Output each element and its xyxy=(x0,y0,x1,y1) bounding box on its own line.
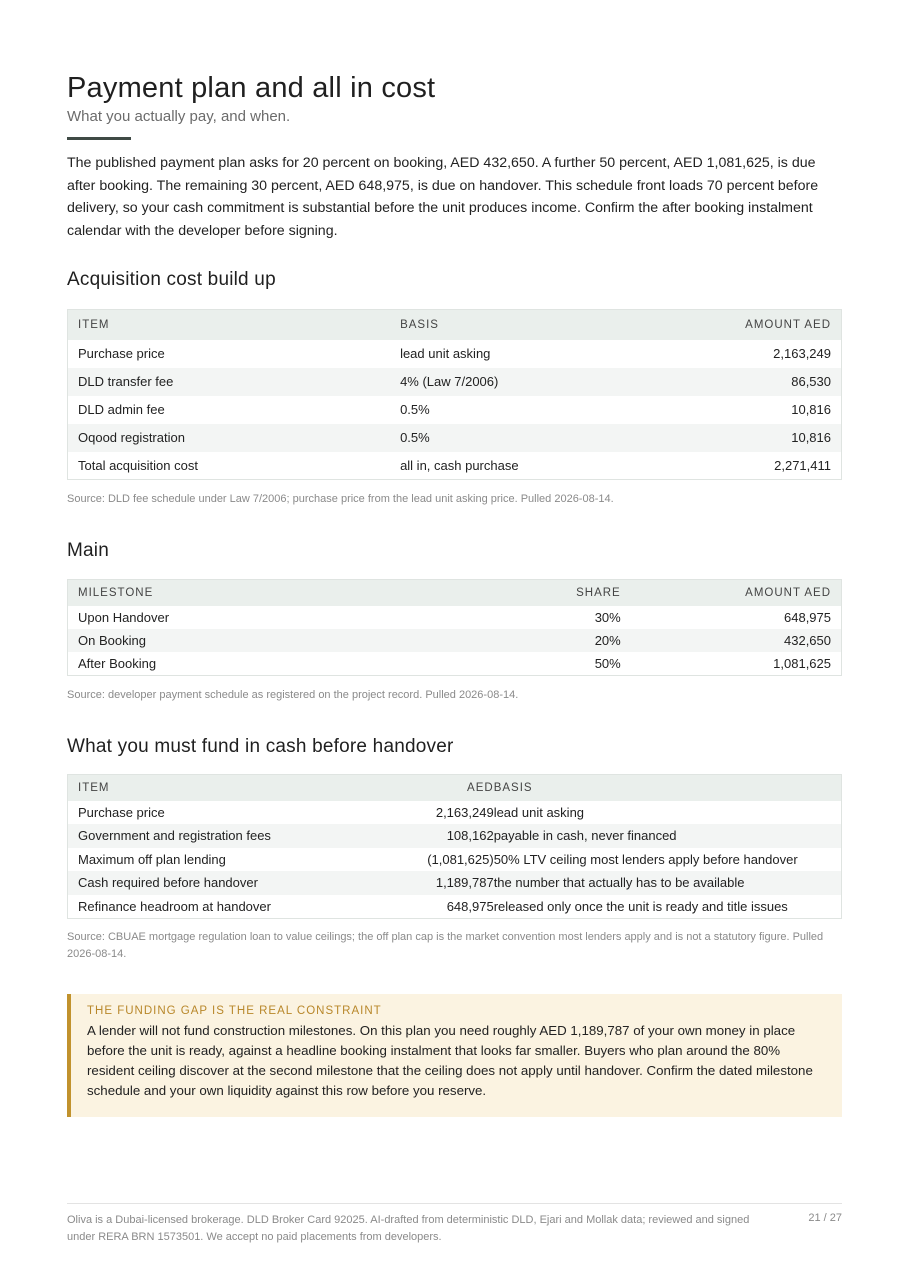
column-header-share: SHARE xyxy=(576,586,621,599)
cell-item: Total acquisition cost xyxy=(78,457,198,473)
column-header-basis: BASIS xyxy=(493,781,533,794)
main-plan-source-note: Source: developer payment schedule as registered on the project record. Pulled 2026-08-14. xyxy=(67,689,519,701)
cell-amount: 432,650 xyxy=(784,632,831,648)
cell-item: Government and registration fees xyxy=(78,828,271,844)
cell-item: Oqood registration xyxy=(78,430,185,445)
cell-amount: 108,162 xyxy=(446,828,494,844)
cell-item: DLD transfer fee xyxy=(78,374,174,389)
table-row xyxy=(68,629,842,652)
intro-paragraph: The published payment plan asks for 20 percent on booking, AED 432,650. A further 50 percent, AED 1,081,625, is due after booking. The remaining 30 percent, AED 648,975, is due on handover. This schedule front loads 70 percent before delivery, so your cash commitment is substantial before the unit produces income. Confirm the after booking instalment calendar with the developer before signing. xyxy=(67,155,819,239)
acquisition-heading: Acquisition cost build up xyxy=(67,269,276,290)
table-header-row xyxy=(68,580,842,606)
column-header-amount: AMOUNT AED xyxy=(745,586,831,599)
cell-basis: payable in cash, never financed xyxy=(493,828,677,844)
cell-item: Cash required before handover xyxy=(78,875,258,891)
table-row xyxy=(68,652,842,675)
cell-amount: 1,081,625 xyxy=(773,655,831,671)
table-row xyxy=(68,848,842,872)
cell-item: DLD admin fee xyxy=(78,402,165,417)
cash-before-handover-heading: What you must fund in cash before handover xyxy=(67,736,454,757)
cell-basis: 0.5% xyxy=(400,430,430,445)
cell-amount: 648,975 xyxy=(446,898,494,914)
callout-heading: THE FUNDING GAP IS THE REAL CONSTRAINT xyxy=(87,1005,382,1017)
cell-item: Refinance headroom at handover xyxy=(78,898,271,914)
column-header-milestone: MILESTONE xyxy=(78,586,154,599)
cell-amount: (1,081,625) xyxy=(427,851,494,867)
table-row xyxy=(68,824,842,848)
page-title: Payment plan and all in cost xyxy=(67,72,436,104)
page-subtitle: What you actually pay, and when. xyxy=(67,108,291,125)
funding-gap-callout xyxy=(67,994,842,1117)
cell-amount: 2,271,411 xyxy=(774,457,831,473)
cell-amount: 648,975 xyxy=(784,609,831,625)
cell-share: 30% xyxy=(594,609,621,625)
cash-before-handover-table xyxy=(67,774,842,919)
page-number: 21 / 27 xyxy=(808,1212,842,1224)
table-header-row xyxy=(68,310,842,340)
footer-divider xyxy=(67,1203,842,1204)
callout-body: A lender will not fund construction milestones. On this plan you need roughly AED 1,189,787 of your own money in place before the unit is ready, against a headline booking instalment that looks far smaller. Buyers who plan around the 80% resident ceiling discover at the second milestone that the ceiling does not apply until handover. Confirm the dated milestone schedule and your own liquidity against this row before you reserve. xyxy=(87,1023,813,1098)
cell-amount: 86,530 xyxy=(791,374,831,389)
cell-item: Maximum off plan lending xyxy=(78,851,226,867)
table-row-total xyxy=(68,452,842,480)
cell-milestone: Upon Handover xyxy=(78,609,170,625)
table-row xyxy=(68,895,842,919)
column-header-basis: BASIS xyxy=(400,318,439,331)
cell-amount: 2,163,249 xyxy=(435,804,494,820)
main-plan-heading: Main xyxy=(67,540,109,561)
column-header-item: ITEM xyxy=(78,781,110,794)
table-row xyxy=(68,801,842,825)
table-header-row xyxy=(68,775,842,801)
title-divider xyxy=(67,137,131,140)
cell-basis: 4% (Law 7/2006) xyxy=(400,374,499,389)
cell-milestone: On Booking xyxy=(78,632,146,648)
column-header-item: ITEM xyxy=(78,318,110,331)
cell-share: 20% xyxy=(594,632,621,648)
table-row xyxy=(68,606,842,629)
cell-amount: 10,816 xyxy=(791,430,831,445)
acquisition-source-note: Source: DLD fee schedule under Law 7/2006; purchase price from the lead unit asking price. Pulled 2026-08-14. xyxy=(67,493,614,505)
cell-basis: the number that actually has to be available xyxy=(493,875,745,891)
cell-basis: 50% LTV ceiling most lenders apply before handover xyxy=(493,851,798,867)
cell-share: 50% xyxy=(594,655,621,671)
column-header-aed: AED xyxy=(467,781,494,794)
cash-before-handover-source-note: Source: CBUAE mortgage regulation loan to value ceilings; the off plan cap is the market convention most lenders apply and is not a statutory figure. Pulled 2026-08-14. xyxy=(67,931,824,960)
acquisition-table xyxy=(67,309,842,480)
table-row xyxy=(68,424,842,452)
table-row xyxy=(68,368,842,396)
column-header-amount: AMOUNT AED xyxy=(745,318,831,331)
cell-amount: 1,189,787 xyxy=(435,875,494,891)
payment-plan-table xyxy=(67,579,842,676)
cell-basis: lead unit asking xyxy=(400,346,491,361)
cell-milestone: After Booking xyxy=(78,655,157,671)
table-row xyxy=(68,871,842,895)
cell-basis: 0.5% xyxy=(400,402,430,417)
cell-item: Purchase price xyxy=(78,346,165,361)
cell-amount: 10,816 xyxy=(791,402,831,417)
cell-basis: released only once the unit is ready and title issues xyxy=(493,898,788,914)
cell-amount: 2,163,249 xyxy=(773,346,831,361)
table-row xyxy=(68,396,842,424)
table-row xyxy=(68,340,842,368)
cell-basis: all in, cash purchase xyxy=(400,457,519,473)
cell-item: Purchase price xyxy=(78,804,165,820)
cell-basis: lead unit asking xyxy=(493,804,585,820)
footer-disclaimer: Oliva is a Dubai-licensed brokerage. DLD Broker Card 92025. AI-drafted from deterministic DLD, Ejari and Mollak data; reviewed and signed under RERA BRN 1573501. We accept no paid placements from developers. xyxy=(67,1214,750,1243)
